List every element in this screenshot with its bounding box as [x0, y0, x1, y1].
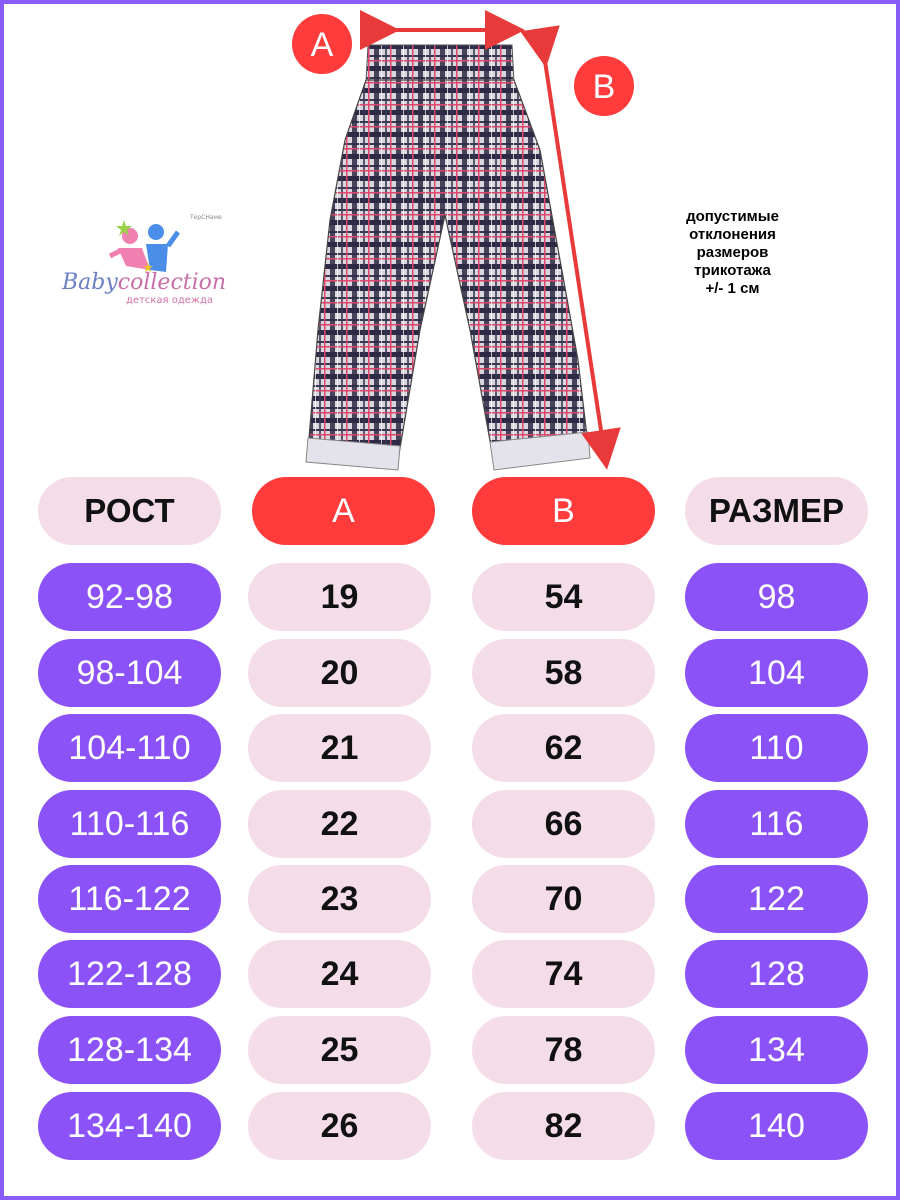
cell-size: 116 [685, 790, 868, 858]
cell-height: 104-110 [38, 714, 221, 782]
brand-name-part1: Baby [62, 270, 118, 295]
cell-b: 74 [472, 940, 655, 1008]
cell-a: 23 [248, 865, 431, 933]
cell-b: 66 [472, 790, 655, 858]
note-line: отклонения [689, 226, 776, 243]
note-line: размеров [696, 244, 769, 261]
cell-a: 19 [248, 563, 431, 631]
marker-b-label: B [592, 68, 616, 106]
cell-a: 21 [248, 714, 431, 782]
note-line: трикотажа [694, 262, 771, 279]
brand-tagline: детская одежда [126, 295, 213, 306]
cell-height: 98-104 [38, 639, 221, 707]
cell-size: 140 [685, 1092, 868, 1160]
cell-size: 128 [685, 940, 868, 1008]
header-b: B [472, 477, 655, 545]
cell-a: 25 [248, 1016, 431, 1084]
brand-name-part2: collection [117, 270, 227, 295]
cell-a: 20 [248, 639, 431, 707]
cell-size: 134 [685, 1016, 868, 1084]
cell-size: 98 [685, 563, 868, 631]
cell-b: 78 [472, 1016, 655, 1084]
header-height: РОСТ [38, 477, 221, 545]
cell-size: 122 [685, 865, 868, 933]
cell-size: 104 [685, 639, 868, 707]
cell-height: 92-98 [38, 563, 221, 631]
cell-b: 82 [472, 1092, 655, 1160]
cell-a: 24 [248, 940, 431, 1008]
cell-height: 122-128 [38, 940, 221, 1008]
marker-a-label: A [310, 26, 334, 64]
header-size: РАЗМЕР [685, 477, 868, 545]
header-a: A [252, 477, 435, 545]
cell-b: 58 [472, 639, 655, 707]
note-line: допустимые [686, 208, 779, 225]
cell-b: 70 [472, 865, 655, 933]
cell-height: 128-134 [38, 1016, 221, 1084]
cell-height: 116-122 [38, 865, 221, 933]
brand-mark: ТерСНаме [190, 214, 222, 221]
cell-a: 26 [248, 1092, 431, 1160]
note-line: +/- 1 см [705, 280, 760, 297]
cell-b: 62 [472, 714, 655, 782]
cell-size: 110 [685, 714, 868, 782]
cell-a: 22 [248, 790, 431, 858]
cell-height: 110-116 [38, 790, 221, 858]
cell-height: 134-140 [38, 1092, 221, 1160]
cell-b: 54 [472, 563, 655, 631]
